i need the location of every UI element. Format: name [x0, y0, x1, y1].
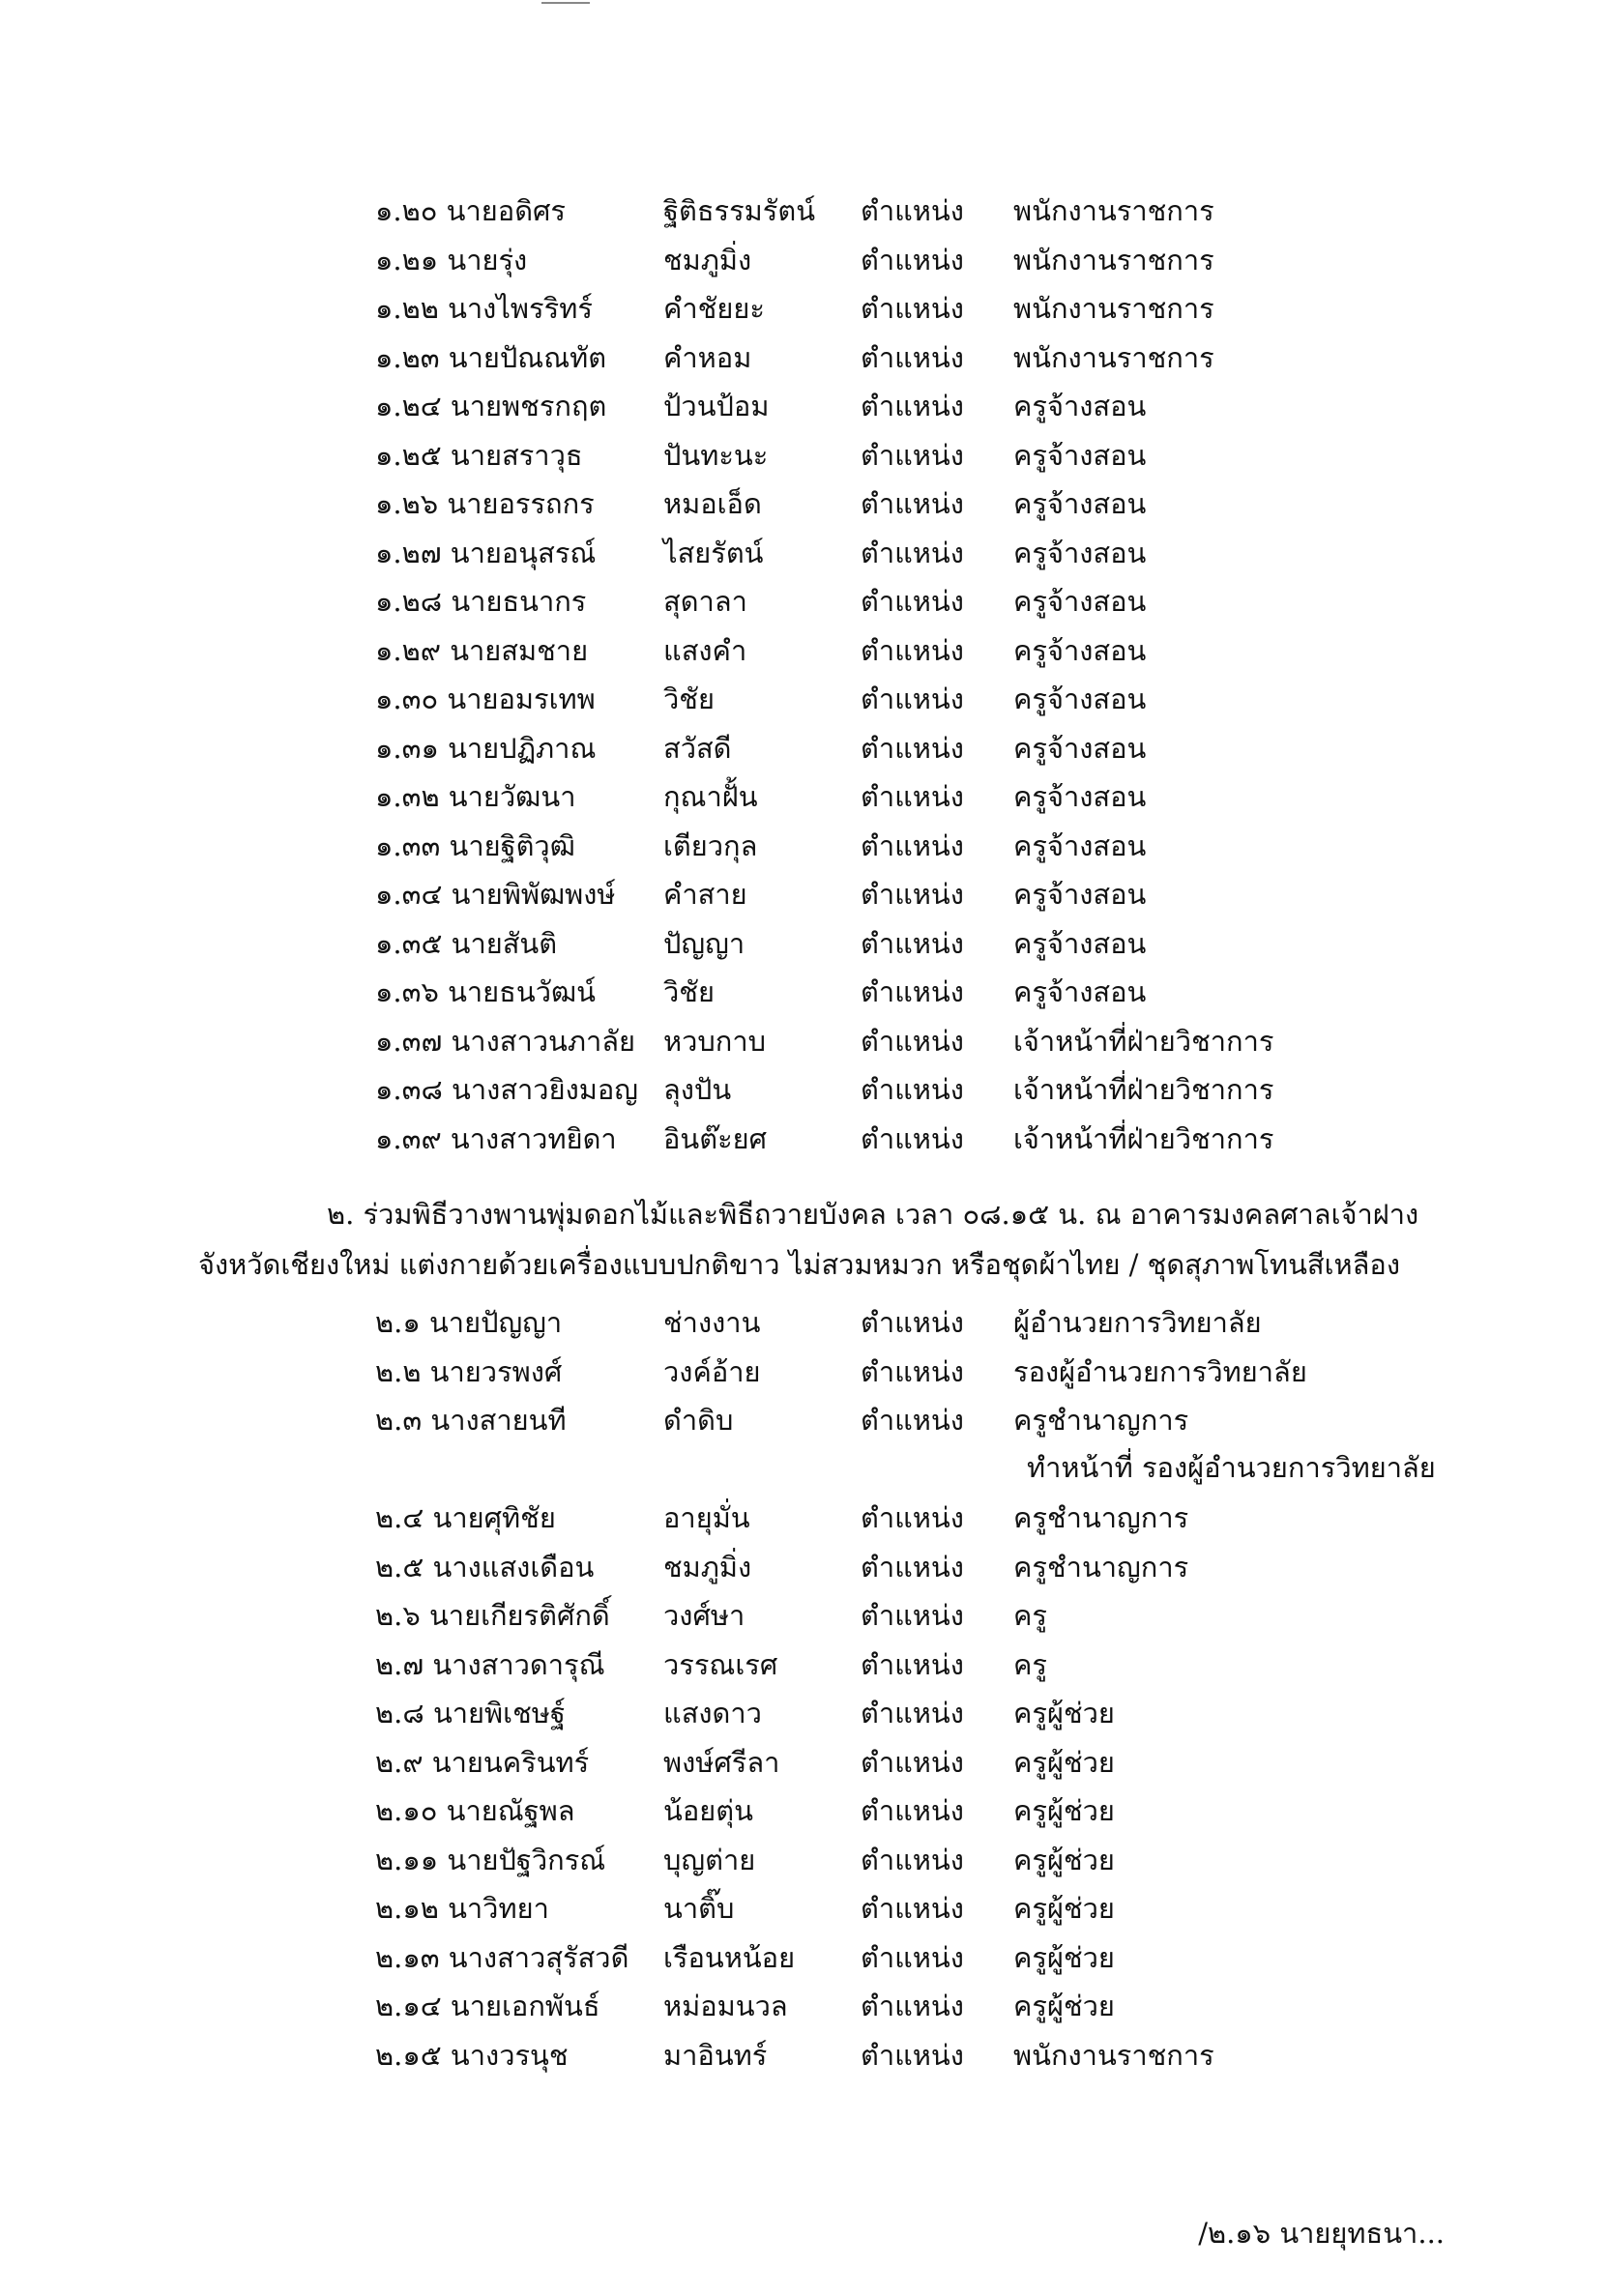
item-number-name: [375, 825, 575, 867]
item-position-label: ตำแหน่ง: [861, 732, 964, 765]
item-position: พนักงานราชการ: [1013, 2039, 1214, 2072]
item-surname: กุณาฝั้น: [663, 780, 758, 813]
item-number-name: [375, 580, 586, 623]
item-first-name: นายวรพงศ์: [429, 1355, 563, 1388]
item-number: ๑.๓๗: [375, 1025, 443, 1058]
item-surname: คำหอม: [663, 341, 752, 374]
item-surname: สวัสดี: [663, 732, 732, 765]
item-number-name: [375, 1887, 549, 1930]
item-position-label: ตำแหน่ง: [861, 1501, 964, 1534]
item-surname: ลุงปัน: [663, 1073, 732, 1106]
item-number: ๑.๒๙: [375, 634, 441, 667]
item-number: ๑.๒๕: [375, 439, 442, 472]
item-position-label: ตำแหน่ง: [861, 585, 964, 618]
item-surname: แสงดาว: [663, 1697, 762, 1729]
item-number-name: [375, 189, 566, 232]
item-number-name: [375, 1643, 605, 1686]
item-number: ๑.๓๖: [375, 975, 439, 1008]
item-number-name: [375, 1839, 605, 1881]
item-surname: ฐิติธรรมรัตน์: [663, 194, 816, 227]
item-position-label: ตำแหน่ง: [861, 1025, 964, 1058]
item-number-name: [375, 1301, 562, 1344]
item-surname: แสงคำ: [663, 634, 747, 667]
list-row: [375, 873, 1477, 915]
item-number: ๒.๑๔: [375, 1990, 442, 2022]
item-number: ๑.๓๕: [375, 927, 443, 960]
item-surname: สุดาลา: [663, 585, 747, 618]
item-position: ครูผู้ช่วย: [1013, 1892, 1115, 1925]
item-surname: วิชัย: [663, 683, 715, 715]
item-number: ๑.๒๗: [375, 537, 442, 569]
item-position: ครูจ้างสอน: [1013, 390, 1147, 422]
item-number: ๒.๖: [375, 1599, 421, 1632]
item-number: ๑.๓๘: [375, 1073, 443, 1106]
item-number: ๒.๘: [375, 1697, 424, 1729]
item-surname: บุญต่าย: [663, 1844, 756, 1876]
item-number: ๑.๓๐: [375, 683, 439, 715]
item-position: ครูจ้างสอน: [1013, 585, 1147, 618]
item-number: ๒.๑๓: [375, 1941, 440, 1974]
item-surname: ชมภูมิ่ง: [663, 244, 752, 276]
item-position: ครูจ้างสอน: [1013, 487, 1147, 520]
item-position-label: ตำแหน่ง: [861, 2039, 964, 2072]
list-row: [375, 1546, 1477, 1588]
item-surname: คำชัยยะ: [663, 292, 765, 325]
item-position-label: ตำแหน่ง: [861, 975, 964, 1008]
item-first-name: นายอนุสรณ์: [450, 537, 597, 569]
list-row: [375, 1351, 1477, 1393]
item-number: ๑.๓๔: [375, 878, 443, 911]
list-row: [375, 727, 1477, 770]
item-number: ๑.๒๖: [375, 487, 439, 520]
item-number: ๑.๒๑: [375, 244, 439, 276]
item-number-name: [375, 1497, 556, 1539]
item-first-name: นายปัญญา: [428, 1306, 563, 1339]
item-position-label: ตำแหน่ง: [861, 1404, 964, 1437]
list-row: [375, 336, 1477, 379]
item-position-label: ตำแหน่ง: [861, 1355, 964, 1388]
item-number: ๒.๑๐: [375, 1794, 438, 1827]
list-row: [375, 385, 1477, 427]
item-surname: เตียวกุล: [663, 829, 758, 862]
list-row: [375, 825, 1477, 867]
item-number-name: [375, 922, 557, 965]
item-position-label: ตำแหน่ง: [861, 341, 964, 374]
list-row: [375, 629, 1477, 672]
item-number: ๑.๒๐: [375, 194, 438, 227]
item-position: ครูจ้างสอน: [1013, 927, 1147, 960]
item-first-name: นางไพรริทร์: [448, 292, 593, 325]
item-first-name: นางแสงเดือน: [432, 1551, 595, 1584]
item-position-label: ตำแหน่ง: [861, 1648, 964, 1681]
item-number: ๑.๒๘: [375, 585, 443, 618]
item-position-label: ตำแหน่ง: [861, 1844, 964, 1876]
item-number: ๒.๑: [375, 1306, 421, 1339]
item-position-label: ตำแหน่ง: [861, 634, 964, 667]
item-position: ผู้อำนวยการวิทยาลัย: [1013, 1306, 1262, 1339]
list-row: [375, 532, 1477, 574]
item-number-name: [375, 1936, 628, 1979]
item-first-name: นางสาวดารุณี: [432, 1648, 605, 1681]
list-row: [375, 1594, 1477, 1637]
list-row: [375, 1692, 1477, 1734]
list-row: [375, 434, 1477, 477]
item-surname: ดำดิบ: [663, 1404, 734, 1437]
item-position: ครูจ้างสอน: [1013, 829, 1147, 862]
item-first-name: นายสันติ: [451, 927, 558, 960]
item-position-label: ตำแหน่ง: [861, 1073, 964, 1106]
item-surname: พงษ์ศรีลา: [663, 1746, 780, 1779]
scan-top-edge: [0, 0, 1607, 8]
item-first-name: นายอมรเทพ: [447, 683, 596, 715]
item-first-name: นายปัฐวิกรณ์: [447, 1844, 606, 1876]
item-number: ๑.๓๙: [375, 1122, 442, 1155]
item-position-label: ตำแหน่ง: [861, 927, 964, 960]
item-position-label: ตำแหน่ง: [861, 1746, 964, 1779]
list-row: [375, 1643, 1477, 1686]
item-position: ครูจ้างสอน: [1013, 683, 1147, 715]
item-surname: หวบกาบ: [663, 1025, 767, 1058]
item-first-name: นายฐิติวุฒิ: [449, 829, 575, 862]
item-position: พนักงานราชการ: [1013, 244, 1214, 276]
item-position-label: ตำแหน่ง: [861, 292, 964, 325]
list-row: [375, 775, 1477, 818]
list-row: [375, 1399, 1477, 1441]
item-number: ๑.๓๒: [375, 780, 440, 813]
item-number-name: [375, 1068, 638, 1111]
section2-heading-line2: จังหวัดเชียงใหม่ แต่งกายด้วยเครื่องแบบปกติขาว ไม่สวมหมวก หรือชุดผ้าไทย / ชุดสุภาพโทนสีเหลือง: [198, 1248, 1400, 1281]
list-row: [375, 922, 1477, 965]
item-position-label: ตำแหน่ง: [861, 487, 964, 520]
list-row: [375, 482, 1477, 525]
item-surname: น้อยตุ่น: [663, 1794, 753, 1827]
item-number: ๑.๓๓: [375, 829, 441, 862]
item-surname: อายุมั่น: [663, 1501, 750, 1534]
item-surname: ช่างงาน: [663, 1306, 761, 1339]
item-position: ครูจ้างสอน: [1013, 634, 1147, 667]
item-number-name: [375, 1118, 617, 1160]
item-position: รองผู้อำนวยการวิทยาลัย: [1013, 1355, 1307, 1388]
item-number: ๑.๒๒: [375, 292, 439, 325]
item-first-name: นายพชรกฤต: [450, 390, 607, 422]
list-row: [375, 1887, 1477, 1930]
item-surname: ปันทะนะ: [663, 439, 769, 472]
item-position: ครูผู้ช่วย: [1013, 1844, 1115, 1876]
item-position-label: ตำแหน่ง: [861, 1892, 964, 1925]
item-first-name: นายสมชาย: [450, 634, 589, 667]
item-number: ๒.๗: [375, 1648, 424, 1681]
item-position-label: ตำแหน่ง: [861, 829, 964, 862]
list-row: [375, 1497, 1477, 1539]
item-surname: คำสาย: [663, 878, 747, 911]
item-first-name: นายเกียรติศักดิ์: [428, 1599, 610, 1632]
item-position-label: ตำแหน่ง: [861, 683, 964, 715]
item-position-label: ตำแหน่ง: [861, 537, 964, 569]
item-number: ๑.๒๓: [375, 341, 440, 374]
item-number: ๑.๒๔: [375, 390, 442, 422]
item-number-name: [375, 385, 606, 427]
item-first-name: นายปัณณทัต: [448, 341, 607, 374]
item-position: ครูจ้างสอน: [1013, 780, 1147, 813]
item-first-name: นายรุ่ง: [447, 244, 528, 276]
item-position: ครูผู้ช่วย: [1013, 1697, 1115, 1729]
continuation-footer: /๒.๑๖ นายยุทธนา...: [1198, 2217, 1445, 2250]
list-row: [375, 580, 1477, 623]
item-number: ๒.๓: [375, 1404, 423, 1437]
item-position: ครูผู้ช่วย: [1013, 1746, 1115, 1779]
item-number-name: [375, 1546, 594, 1588]
item-first-name: นางสาวนภาลัย: [451, 1025, 636, 1058]
item-surname: นาติ๊บ: [663, 1892, 735, 1925]
item-position-label: ตำแหน่ง: [861, 439, 964, 472]
list-row: [375, 1301, 1477, 1344]
item-surname: ปัญญา: [663, 927, 745, 960]
item-first-name: นายอดิศร: [446, 194, 567, 227]
item-position: ครูจ้างสอน: [1013, 878, 1147, 911]
list-row: [375, 1985, 1477, 2027]
item-number-name: [375, 336, 606, 379]
item-number: ๒.๑๒: [375, 1892, 439, 1925]
item-position: ครูจ้างสอน: [1013, 537, 1147, 569]
list-row: [375, 239, 1477, 281]
item-number: ๒.๕: [375, 1551, 424, 1584]
list-row: [375, 1789, 1477, 1832]
item-first-name: นางสาวยิงมอญ: [452, 1073, 638, 1106]
list-row: [375, 1068, 1477, 1111]
item-position-label: ตำแหน่ง: [861, 1941, 964, 1974]
item-position: พนักงานราชการ: [1013, 292, 1214, 325]
item-number-name: [375, 2034, 569, 2077]
item-position: ครูชำนาญการ: [1013, 1551, 1189, 1584]
item-position: ครูผู้ช่วย: [1013, 1990, 1115, 2022]
item-position: ครูผู้ช่วย: [1013, 1794, 1115, 1827]
item-number-name: [375, 678, 596, 720]
item-surname: วรรณเรศ: [663, 1648, 778, 1681]
item-surname: ชมภูมิ่ง: [663, 1551, 752, 1584]
item-position-label: ตำแหน่ง: [861, 780, 964, 813]
item-first-name: นางสาวสุรัสวดี: [448, 1941, 629, 1974]
item-position: ครู: [1013, 1599, 1047, 1632]
item-number-name: [375, 1789, 575, 1832]
item-position-label: ตำแหน่ง: [861, 1794, 964, 1827]
item-number-name: [375, 1985, 600, 2027]
item-surname: วิชัย: [663, 975, 715, 1008]
item-first-name: นายวัฒนา: [448, 780, 576, 813]
list-row: [375, 678, 1477, 720]
item-surname: เรือนหน้อย: [663, 1941, 796, 1974]
list-row: [375, 971, 1477, 1013]
item-number: ๒.๑๑: [375, 1844, 439, 1876]
item-position: ครูจ้างสอน: [1013, 732, 1147, 765]
item-position: ครูจ้างสอน: [1013, 975, 1147, 1008]
item-number-name: [375, 873, 616, 915]
item-number-name: [375, 1692, 566, 1734]
row-2-3-duty-note: ทำหน้าที่ รองผู้อำนวยการวิทยาลัย: [1027, 1451, 1436, 1484]
item-number-name: [375, 434, 583, 477]
item-position: ครูชำนาญการ: [1013, 1404, 1189, 1437]
item-first-name: นายพิพัฒพงษ์: [451, 878, 616, 911]
item-number: ๒.๒: [375, 1355, 422, 1388]
item-number-name: [375, 1594, 610, 1637]
item-position: เจ้าหน้าที่ฝ่ายวิชาการ: [1013, 1073, 1274, 1106]
list-row: [375, 1936, 1477, 1979]
item-position-label: ตำแหน่ง: [861, 1122, 964, 1155]
list-row: [375, 1118, 1477, 1160]
item-number: ๒.๙: [375, 1746, 424, 1779]
item-number-name: [375, 1741, 589, 1784]
item-first-name: นางวรนุช: [450, 2039, 569, 2072]
item-position-label: ตำแหน่ง: [861, 1599, 964, 1632]
item-position-label: ตำแหน่ง: [861, 1990, 964, 2022]
item-first-name: นายศุทิชัย: [432, 1501, 556, 1534]
item-surname: ไสยรัตน์: [663, 537, 764, 569]
item-first-name: นาวิทยา: [448, 1892, 549, 1925]
item-number-name: [375, 532, 596, 574]
list-row: [375, 1741, 1477, 1784]
item-position: ครูจ้างสอน: [1013, 439, 1147, 472]
section2-heading-line1: ๒. ร่วมพิธีวางพานพุ่มดอกไม้และพิธีถวายบังคล เวลา ๐๘.๑๕ น. ณ อาคารมงคลศาลเจ้าฝาง: [327, 1198, 1419, 1231]
list-row: [375, 189, 1477, 232]
item-first-name: นายสราวุธ: [450, 439, 583, 472]
item-position-label: ตำแหน่ง: [861, 194, 964, 227]
item-position-label: ตำแหน่ง: [861, 1697, 964, 1729]
item-surname: มาอินทร์: [663, 2039, 768, 2072]
item-position: เจ้าหน้าที่ฝ่ายวิชาการ: [1013, 1025, 1274, 1058]
item-position: ครู: [1013, 1648, 1047, 1681]
item-position: ครูผู้ช่วย: [1013, 1941, 1115, 1974]
item-first-name: นายณัฐพล: [446, 1794, 575, 1827]
item-number-name: [375, 775, 576, 818]
item-position-label: ตำแหน่ง: [861, 878, 964, 911]
item-first-name: นายเอกพันธ์: [450, 1990, 600, 2022]
item-surname: หมอเอ็ด: [663, 487, 762, 520]
item-first-name: นายปฏิภาณ: [448, 732, 597, 765]
item-first-name: นายพิเชษฐ์: [432, 1697, 566, 1729]
item-first-name: นายธนวัฒน์: [448, 975, 597, 1008]
list-row: [375, 287, 1477, 330]
item-number-name: [375, 482, 595, 525]
list-row: [375, 1839, 1477, 1881]
item-first-name: นางสายนที: [430, 1404, 567, 1437]
item-position-label: ตำแหน่ง: [861, 1306, 964, 1339]
list-row: [375, 2034, 1477, 2077]
item-first-name: นางสาวทยิดา: [450, 1122, 617, 1155]
item-position: ครูชำนาญการ: [1013, 1501, 1189, 1534]
item-surname: หม่อมนวล: [663, 1990, 788, 2022]
item-number-name: [375, 287, 593, 330]
item-first-name: นายนครินทร์: [431, 1746, 590, 1779]
item-surname: วงศ์ษา: [663, 1599, 745, 1632]
item-number-name: [375, 629, 588, 672]
item-number-name: [375, 239, 527, 281]
item-number-name: [375, 727, 596, 770]
item-position: เจ้าหน้าที่ฝ่ายวิชาการ: [1013, 1122, 1274, 1155]
item-position: พนักงานราชการ: [1013, 194, 1214, 227]
item-number-name: [375, 1399, 567, 1441]
item-position-label: ตำแหน่ง: [861, 1551, 964, 1584]
item-number-name: [375, 1351, 562, 1393]
item-position-label: ตำแหน่ง: [861, 390, 964, 422]
item-first-name: นายอรรถกร: [447, 487, 595, 520]
item-number-name: [375, 1020, 635, 1062]
list-row: [375, 1020, 1477, 1062]
item-number: ๒.๑๕: [375, 2039, 442, 2072]
item-number: ๒.๔: [375, 1501, 424, 1534]
item-position-label: ตำแหน่ง: [861, 244, 964, 276]
item-surname: ป้วนป้อม: [663, 390, 770, 422]
item-number-name: [375, 971, 596, 1013]
item-number: ๑.๓๑: [375, 732, 439, 765]
item-surname: อินต๊ะยศ: [663, 1122, 768, 1155]
item-position: พนักงานราชการ: [1013, 341, 1214, 374]
item-surname: วงค์อ้าย: [663, 1355, 761, 1388]
item-first-name: นายธนากร: [451, 585, 587, 618]
